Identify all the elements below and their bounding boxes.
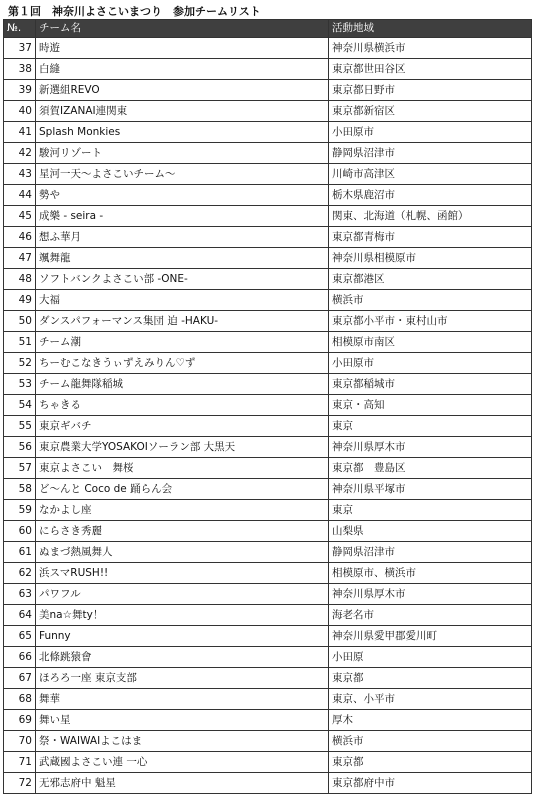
no-cell: 43	[4, 164, 36, 185]
team-name-cell: 大福	[36, 290, 329, 311]
no-cell: 39	[4, 80, 36, 101]
area-cell: 東京	[329, 416, 532, 437]
area-cell: 東京・高知	[329, 395, 532, 416]
no-cell: 49	[4, 290, 36, 311]
area-cell: 横浜市	[329, 731, 532, 752]
table-row	[4, 38, 532, 59]
area-cell: 東京都稲城市	[329, 374, 532, 395]
area-cell: 東京都	[329, 752, 532, 773]
team-name-cell: 時遊	[36, 38, 329, 59]
team-name-cell: 无邪志府中 魁星	[36, 773, 329, 794]
table-row	[4, 668, 532, 689]
team-list-table	[3, 19, 532, 794]
header-row	[4, 20, 532, 38]
area-cell: 東京都 豊島区	[329, 458, 532, 479]
no-cell: 66	[4, 647, 36, 668]
team-name-cell: 美na☆舞ty！	[36, 605, 329, 626]
no-cell: 68	[4, 689, 36, 710]
team-name-cell: ぬまづ熱風舞人	[36, 542, 329, 563]
table-header	[4, 20, 532, 38]
team-name-cell: ちーむこなきうぃずえみりん♡ず	[36, 353, 329, 374]
table-row	[4, 458, 532, 479]
area-cell: 神奈川県厚木市	[329, 437, 532, 458]
team-name-cell: 新選組REVO	[36, 80, 329, 101]
table-row	[4, 185, 532, 206]
team-name-cell: 舞華	[36, 689, 329, 710]
page-title: 第１回 神奈川よさこいまつり 参加チームリスト	[8, 5, 261, 18]
table-row	[4, 248, 532, 269]
area-cell: 小田原市	[329, 353, 532, 374]
area-cell: 関東、北海道（札幌、函館）	[329, 206, 532, 227]
table-row	[4, 710, 532, 731]
team-name-cell: 白縫	[36, 59, 329, 80]
team-name-cell: Funny	[36, 626, 329, 647]
header-no: №.	[4, 20, 36, 38]
no-cell: 64	[4, 605, 36, 626]
team-name-cell: 星河一天〜よさこいチーム〜	[36, 164, 329, 185]
area-cell: 神奈川県横浜市	[329, 38, 532, 59]
area-cell: 東京都	[329, 668, 532, 689]
table-row	[4, 311, 532, 332]
no-cell: 61	[4, 542, 36, 563]
table-row	[4, 647, 532, 668]
team-name-cell: 武蔵國よさこい連 一心	[36, 752, 329, 773]
table-row	[4, 773, 532, 794]
area-cell: 東京都港区	[329, 269, 532, 290]
no-cell: 69	[4, 710, 36, 731]
no-cell: 59	[4, 500, 36, 521]
no-cell: 63	[4, 584, 36, 605]
table-row	[4, 416, 532, 437]
no-cell: 37	[4, 38, 36, 59]
table-row	[4, 269, 532, 290]
table-row	[4, 542, 532, 563]
no-cell: 72	[4, 773, 36, 794]
table-row	[4, 752, 532, 773]
table-row	[4, 122, 532, 143]
table-row	[4, 101, 532, 122]
team-name-cell: 北條跳猿會	[36, 647, 329, 668]
area-cell: 静岡県沼津市	[329, 542, 532, 563]
team-name-cell: 想ふ華月	[36, 227, 329, 248]
header-team-name: チーム名	[36, 20, 329, 38]
table-body	[4, 38, 532, 794]
no-cell: 60	[4, 521, 36, 542]
area-cell: 相模原市南区	[329, 332, 532, 353]
no-cell: 65	[4, 626, 36, 647]
table-row	[4, 206, 532, 227]
area-cell: 相模原市、横浜市	[329, 563, 532, 584]
area-cell: 東京都新宿区	[329, 101, 532, 122]
table-row	[4, 353, 532, 374]
area-cell: 横浜市	[329, 290, 532, 311]
team-name-cell: にらさき秀麗	[36, 521, 329, 542]
team-name-cell: 勢や	[36, 185, 329, 206]
area-cell: 海老名市	[329, 605, 532, 626]
area-cell: 川崎市高津区	[329, 164, 532, 185]
no-cell: 47	[4, 248, 36, 269]
team-name-cell: 駿河リゾート	[36, 143, 329, 164]
area-cell: 栃木県鹿沼市	[329, 185, 532, 206]
area-cell: 小田原市	[329, 122, 532, 143]
area-cell: 小田原	[329, 647, 532, 668]
team-name-cell: チーム潮	[36, 332, 329, 353]
area-cell: 東京都小平市・東村山市	[329, 311, 532, 332]
area-cell: 神奈川県相模原市	[329, 248, 532, 269]
team-name-cell: ソフトバンクよさこい部 -ONE-	[36, 269, 329, 290]
header-area: 活動地域	[329, 20, 532, 38]
table-row	[4, 80, 532, 101]
table-row	[4, 689, 532, 710]
no-cell: 70	[4, 731, 36, 752]
team-name-cell: 祭・WAIWAIよこはま	[36, 731, 329, 752]
team-name-cell: 颯舞龍	[36, 248, 329, 269]
table-row	[4, 563, 532, 584]
area-cell: 静岡県沼津市	[329, 143, 532, 164]
team-name-cell: 舞い星	[36, 710, 329, 731]
team-name-cell: 浜スマRUSH!!	[36, 563, 329, 584]
area-cell: 東京都日野市	[329, 80, 532, 101]
table-row	[4, 731, 532, 752]
team-name-cell: ダンスパフォーマンス集団 迫 -HAKU-	[36, 311, 329, 332]
team-name-cell: ほろろ一座 東京支部	[36, 668, 329, 689]
no-cell: 71	[4, 752, 36, 773]
team-name-cell: チーム龍舞隊稲城	[36, 374, 329, 395]
table-row	[4, 374, 532, 395]
table-row	[4, 143, 532, 164]
team-name-cell: 成樂 - seira -	[36, 206, 329, 227]
table-row	[4, 437, 532, 458]
no-cell: 38	[4, 59, 36, 80]
no-cell: 62	[4, 563, 36, 584]
area-cell: 東京	[329, 500, 532, 521]
table-row	[4, 584, 532, 605]
no-cell: 44	[4, 185, 36, 206]
table-row	[4, 59, 532, 80]
no-cell: 45	[4, 206, 36, 227]
team-name-cell: パワフル	[36, 584, 329, 605]
team-name-cell: Splash Monkies	[36, 122, 329, 143]
no-cell: 48	[4, 269, 36, 290]
no-cell: 46	[4, 227, 36, 248]
team-name-cell: 東京農業大学YOSAKOIソーラン部 大黒天	[36, 437, 329, 458]
area-cell: 東京都青梅市	[329, 227, 532, 248]
area-cell: 山梨県	[329, 521, 532, 542]
no-cell: 42	[4, 143, 36, 164]
table-row	[4, 227, 532, 248]
table-row	[4, 500, 532, 521]
no-cell: 52	[4, 353, 36, 374]
no-cell: 50	[4, 311, 36, 332]
area-cell: 東京、小平市	[329, 689, 532, 710]
no-cell: 41	[4, 122, 36, 143]
no-cell: 58	[4, 479, 36, 500]
no-cell: 55	[4, 416, 36, 437]
no-cell: 54	[4, 395, 36, 416]
area-cell: 東京都府中市	[329, 773, 532, 794]
table-row	[4, 395, 532, 416]
table-row	[4, 626, 532, 647]
table-row	[4, 164, 532, 185]
area-cell: 東京都世田谷区	[329, 59, 532, 80]
no-cell: 56	[4, 437, 36, 458]
area-cell: 厚木	[329, 710, 532, 731]
no-cell: 53	[4, 374, 36, 395]
team-name-cell: 東京ギバチ	[36, 416, 329, 437]
table-row	[4, 605, 532, 626]
area-cell: 神奈川県平塚市	[329, 479, 532, 500]
team-name-cell: ちゃきる	[36, 395, 329, 416]
team-name-cell: 東京よさこい 舞桜	[36, 458, 329, 479]
no-cell: 67	[4, 668, 36, 689]
team-name-cell: なかよし座	[36, 500, 329, 521]
area-cell: 神奈川県愛甲郡愛川町	[329, 626, 532, 647]
no-cell: 57	[4, 458, 36, 479]
area-cell: 神奈川県厚木市	[329, 584, 532, 605]
team-name-cell: 須賀IZANAI連関東	[36, 101, 329, 122]
table-row	[4, 521, 532, 542]
team-name-cell: ど〜んと Coco de 踊らん会	[36, 479, 329, 500]
table-row	[4, 290, 532, 311]
no-cell: 51	[4, 332, 36, 353]
table-row	[4, 332, 532, 353]
no-cell: 40	[4, 101, 36, 122]
table-row	[4, 479, 532, 500]
